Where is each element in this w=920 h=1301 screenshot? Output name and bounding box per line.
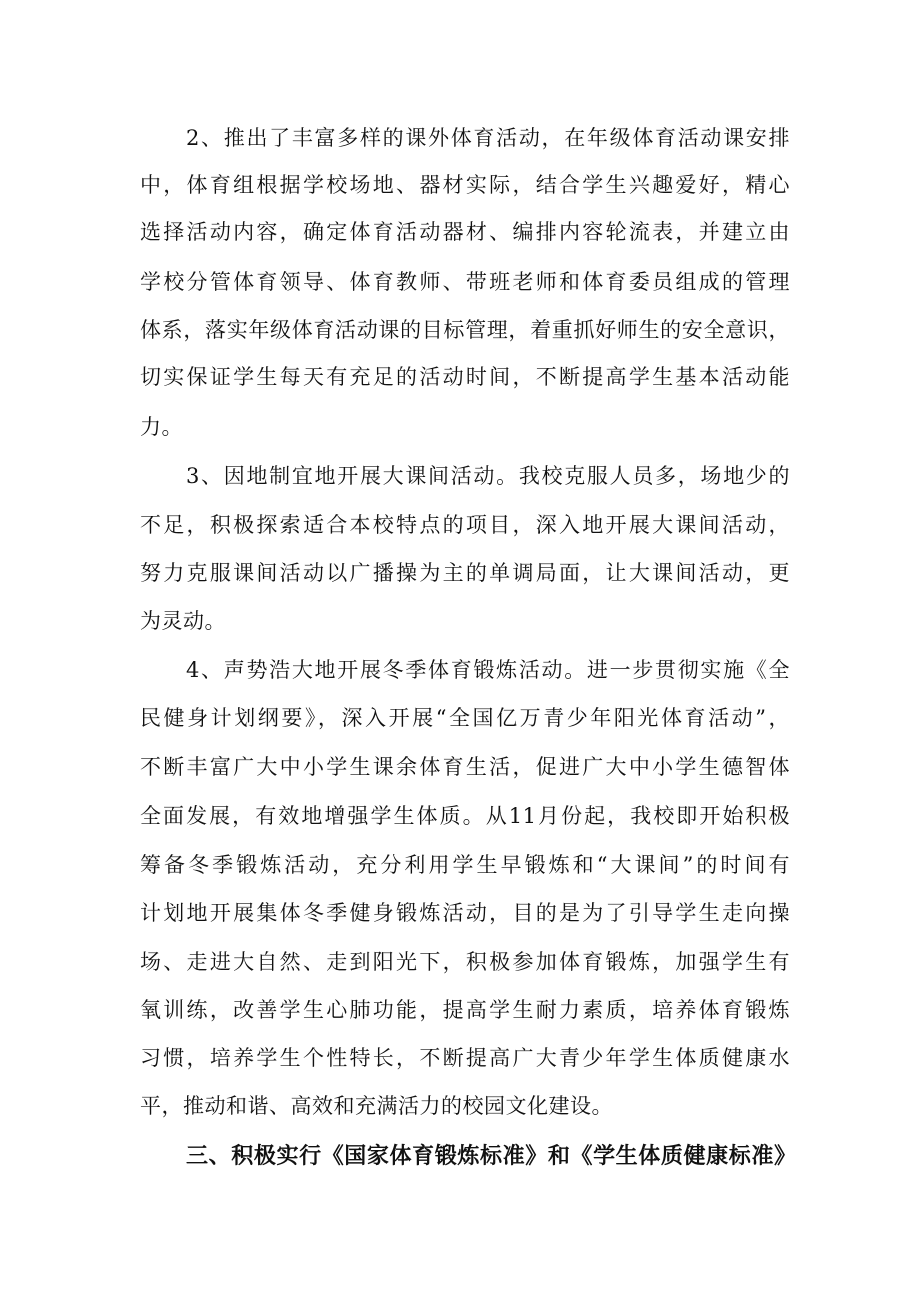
paragraph-line: 为灵动。 (140, 609, 226, 633)
paragraph-line: 力。 (140, 415, 183, 439)
paragraph-line: 民健身计划纲要》，深入开展“全国亿万青少年阳光体育活动”， (140, 706, 790, 730)
paragraph-line: 平，推动和谐、高效和充满活力的校园文化建设。 (140, 1094, 613, 1118)
paragraph-line: 习惯，培养学生个性特长，不断提高广大青少年学生体质健康水 (140, 1046, 790, 1070)
paragraph-line: 氧训练，改善学生心肺功能，提高学生耐力素质，培养体育锻炼 (140, 998, 790, 1022)
paragraph-line: 体系，落实年级体育活动课的目标管理，着重抓好师生的安全意识， (140, 318, 790, 342)
paragraph-line: 筹备冬季锻炼活动，充分利用学生早锻炼和“大课间”的时间有 (140, 853, 790, 877)
paragraph-line: 3、因地制宜地开展大课间活动。我校克服人员多，场地少的 (186, 464, 790, 488)
paragraph-line: 不足，积极探索适合本校特点的项目，深入地开展大课间活动， (140, 513, 790, 537)
paragraph-line: 学校分管体育领导、体育教师、带班老师和体育委员组成的管理 (140, 270, 790, 294)
paragraph-line: 努力克服课间活动以广播操为主的单调局面，让大课间活动，更 (140, 561, 790, 585)
paragraph-line: 4、声势浩大地开展冬季体育锻炼活动。进一步贯彻实施《全 (186, 658, 790, 682)
paragraph-line: 中，体育组根据学校场地、器材实际，结合学生兴趣爱好，精心 (140, 173, 790, 197)
paragraph-line: 选择活动内容，确定体育活动器材、编排内容轮流表，并建立由 (140, 220, 790, 244)
paragraph-line: 切实保证学生每天有充足的活动时间，不断提高学生基本活动能 (140, 365, 790, 389)
paragraph-line: 计划地开展集体冬季健身锻炼活动，目的是为了引导学生走向操 (140, 901, 790, 925)
paragraph-line: 全面发展，有效地增强学生体质。从11月份起，我校即开始积极 (140, 804, 790, 828)
section-heading: 三、积极实行《国家体育锻炼标准》和《学生体质健康标准》 (186, 1144, 796, 1169)
paragraph-line: 不断丰富广大中小学生课余体育生活，促进广大中小学生德智体 (140, 755, 790, 779)
paragraph-line: 2、推出了丰富多样的课外体育活动，在年级体育活动课安排 (186, 126, 790, 150)
paragraph-line: 场、走进大自然、走到阳光下，积极参加体育锻炼，加强学生有 (140, 950, 790, 974)
